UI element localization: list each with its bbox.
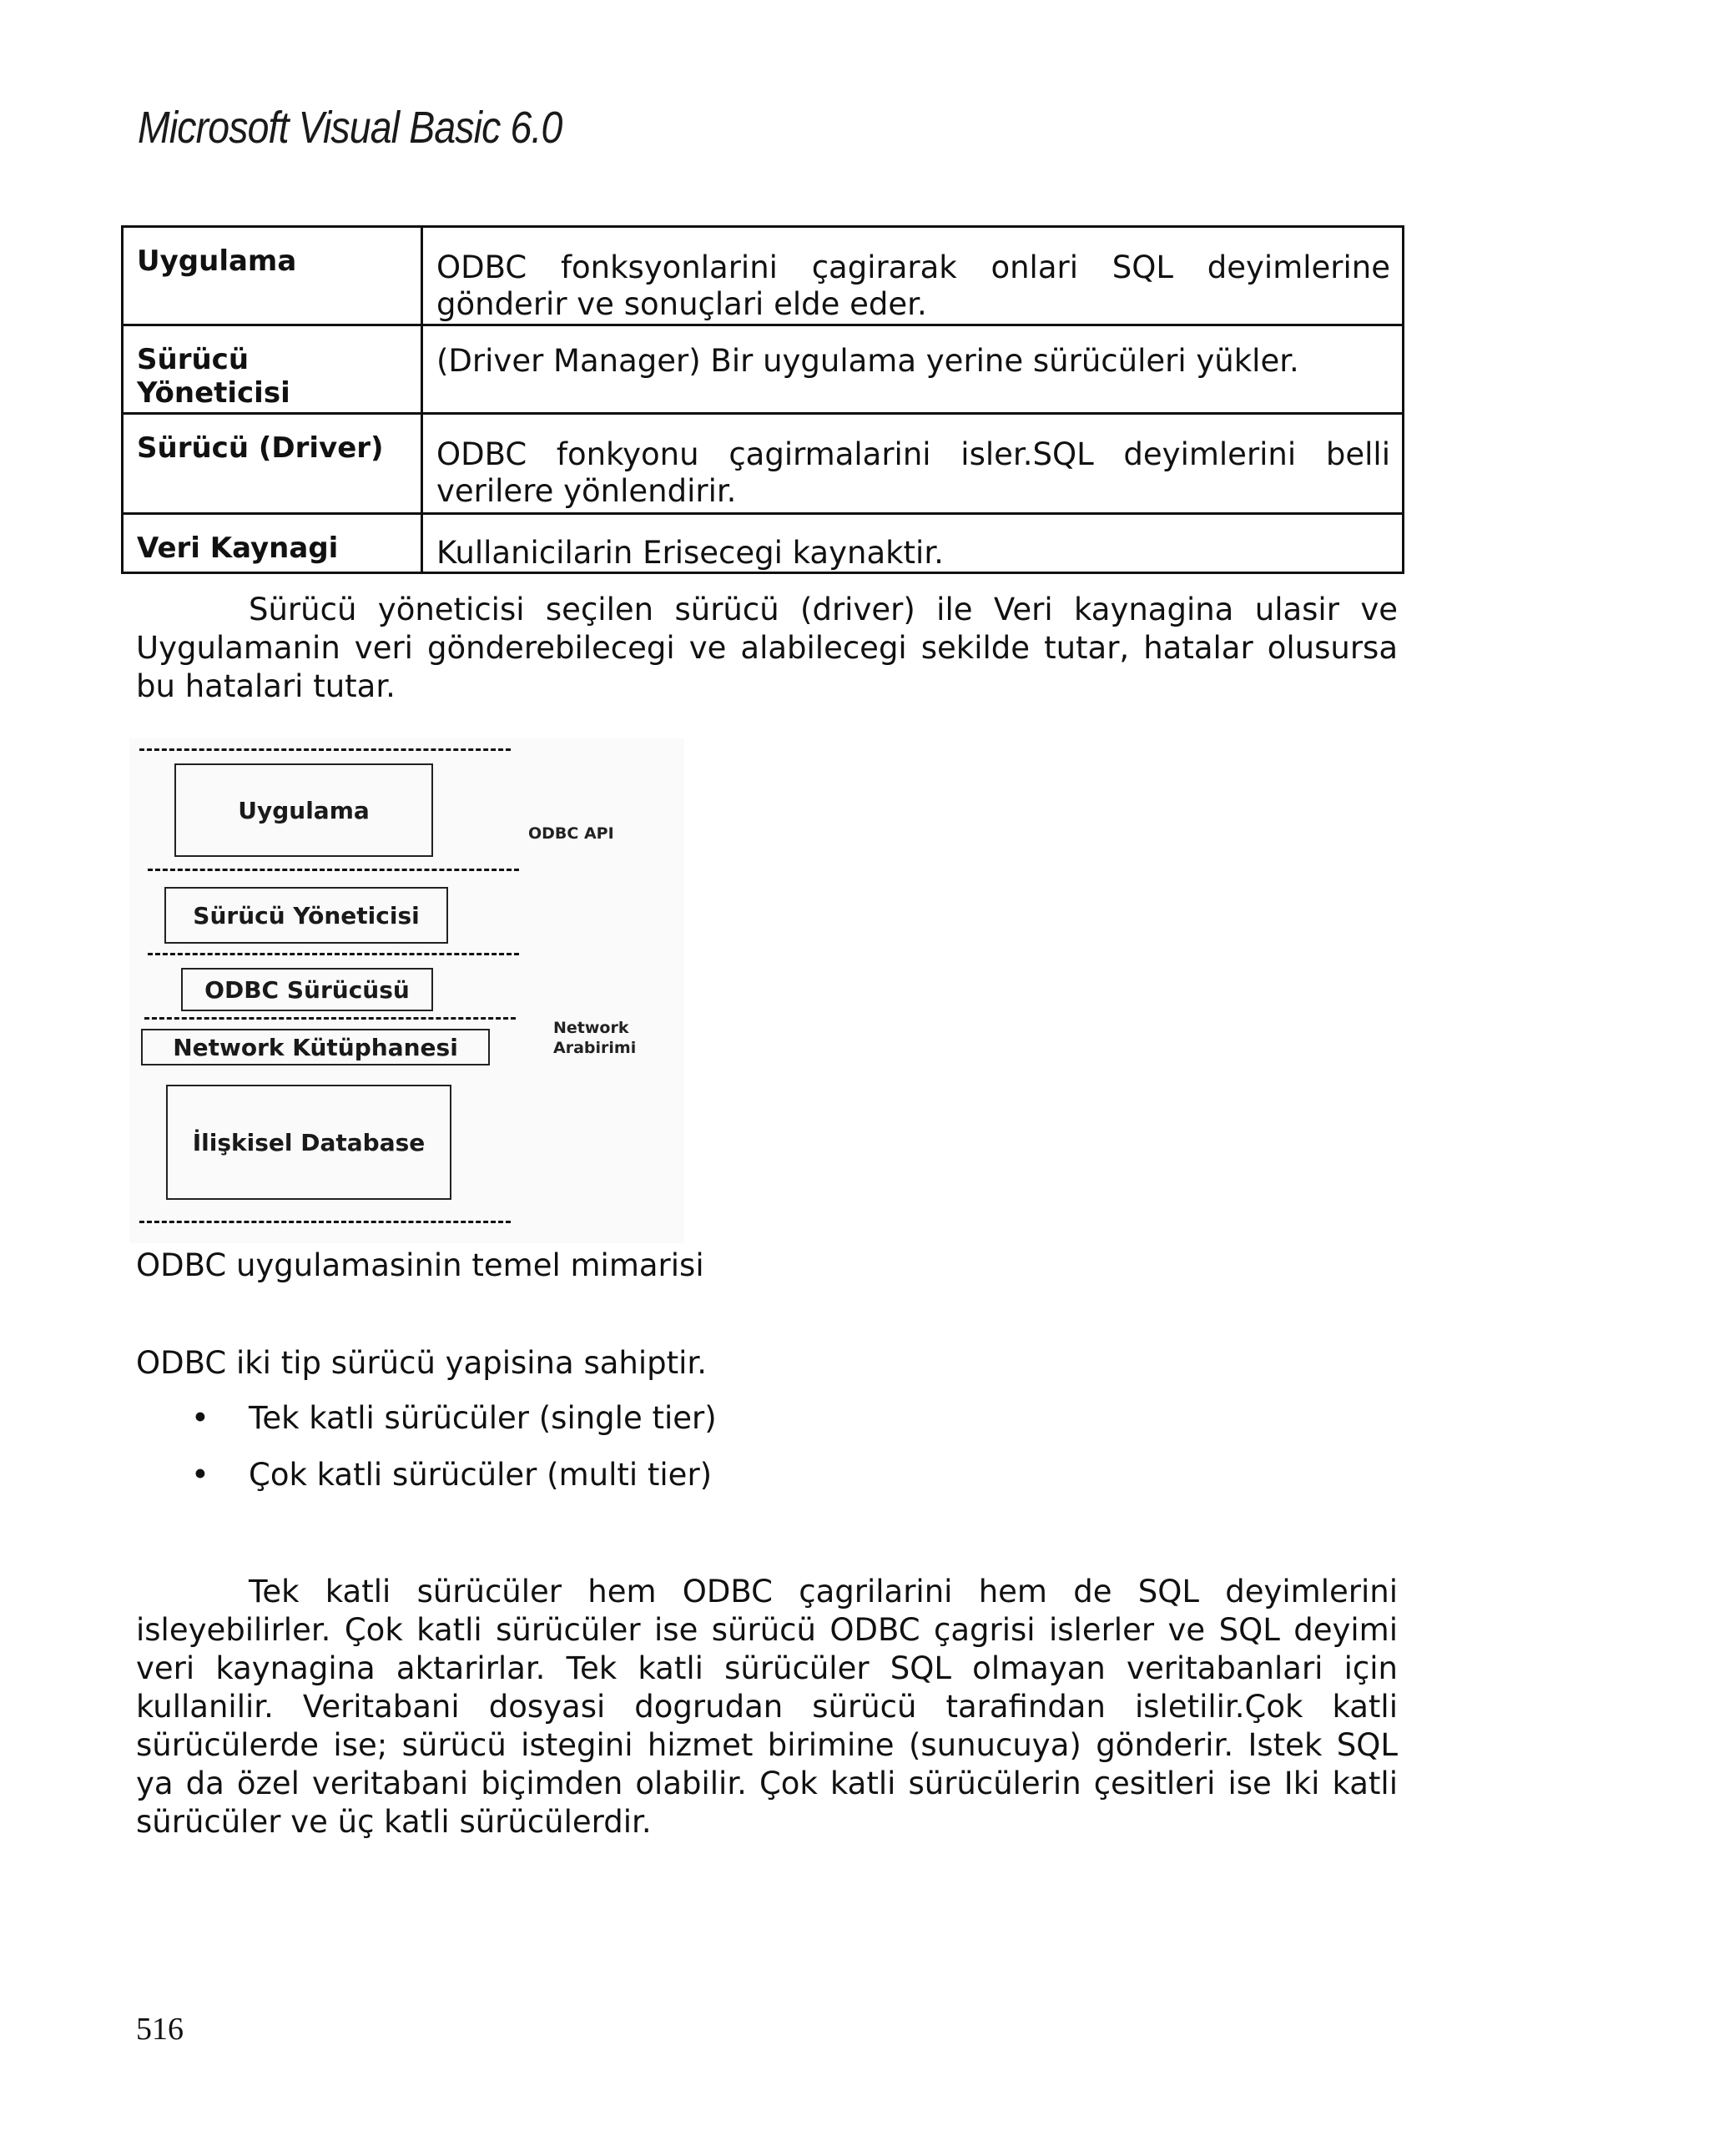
definition-text: ODBC fonksyonlarini çagirarak onlari SQL deyimlerine gönderir ve sonuçlari elde eder. <box>436 249 1390 322</box>
app-box: Uygulama <box>174 763 433 857</box>
table-row <box>123 227 1404 325</box>
bullet: • <box>191 1400 209 1436</box>
odbc-components-table <box>121 225 1404 574</box>
term-text: Sürücü Yöneticisi <box>137 343 290 410</box>
diagram-caption: ODBC uygulamasinin temel mimarisi <box>136 1247 704 1283</box>
table-term-cell <box>123 414 422 514</box>
list-item <box>136 1400 717 1457</box>
layer-divider <box>148 953 519 955</box>
list-item <box>136 1457 717 1514</box>
definition-text: ODBC fonkyonu çagirmalarini isler.SQL deyimlerini belli verilere yönlendirir. <box>436 436 1390 509</box>
odbc-driver-box: ODBC Sürücüsü <box>181 968 433 1011</box>
table-definition-cell <box>422 514 1404 573</box>
network-interface-line: Arabirimi <box>553 1039 637 1057</box>
paragraph-text: Tek katli sürücüler hem ODBC çagrilarini hem de SQL deyimlerini isleyebilirler. Çok katli sürücüler ise sürücü ODBC çagrisi islerler ve SQL deyimi veri kaynagina aktarirlar. Tek katli sürücüler SQL olmayan veritabanlari için kullanilir. Veritabani dosyasi dogrudan sürücü tarafindan isletilir.Çok katli sürücülerde ise; sürücü istegini hizmet birimine (sunucuya) gönderir. Istek SQL ya da özel veritabani biçimden olabilir. Çok katli sürücülerin çesitleri ise Iki katli sürücüler ve üç katli sürücülerdir. <box>136 1574 1398 1840</box>
driver-types-list <box>136 1400 717 1514</box>
paragraph-text: Sürücü yöneticisi seçilen sürücü (driver) ile Veri kaynagina ulasir ve Uygulamanin veri gönderebilecegi ve alabilecegi sekilde tutar, hatalar olusursa bu hatalari tutar. <box>136 592 1398 704</box>
layer-divider <box>148 869 519 871</box>
tier-explanation-paragraph <box>136 1573 1398 1841</box>
book-title: Microsoft Visual Basic 6.0 <box>138 103 562 153</box>
driver-manager-box: Sürücü Yöneticisi <box>164 887 448 944</box>
network-interface-label <box>553 1018 636 1058</box>
page-number: 516 <box>136 2012 184 2047</box>
table-definition-cell <box>422 325 1404 414</box>
term-text: Sürücü (Driver) <box>137 431 384 465</box>
layer-divider <box>139 748 511 751</box>
bullet: • <box>191 1457 209 1493</box>
list-item-text: Tek katli sürücüler (single tier) <box>249 1400 717 1436</box>
definition-text: (Driver Manager) Bir uygulama yerine sürücüleri yükler. <box>436 343 1299 379</box>
network-library-box: Network Kütüphanesi <box>141 1029 490 1065</box>
network-interface-line: Network <box>553 1019 629 1037</box>
layer-divider <box>144 1017 516 1020</box>
odbc-api-label: ODBC API <box>528 824 614 843</box>
table-row <box>123 514 1404 573</box>
table-term-cell <box>123 227 422 325</box>
layer-divider <box>139 1221 511 1223</box>
table-term-cell <box>123 325 422 414</box>
driver-manager-paragraph <box>136 591 1398 706</box>
table-definition-cell <box>422 227 1404 325</box>
list-item-text: Çok katli sürücüler (multi tier) <box>249 1457 713 1493</box>
odbc-architecture-diagram <box>129 738 684 1243</box>
database-box: İlişkisel Database <box>166 1085 451 1200</box>
term-text: Uygulama <box>137 244 297 278</box>
definition-text: Kullanicilarin Erisecegi kaynaktir. <box>436 535 944 571</box>
table-definition-cell <box>422 414 1404 514</box>
table-term-cell <box>123 514 422 573</box>
driver-types-intro: ODBC iki tip sürücü yapisina sahiptir. <box>136 1345 707 1381</box>
table-row <box>123 325 1404 414</box>
table-row <box>123 414 1404 514</box>
term-text: Veri Kaynagi <box>137 531 339 565</box>
